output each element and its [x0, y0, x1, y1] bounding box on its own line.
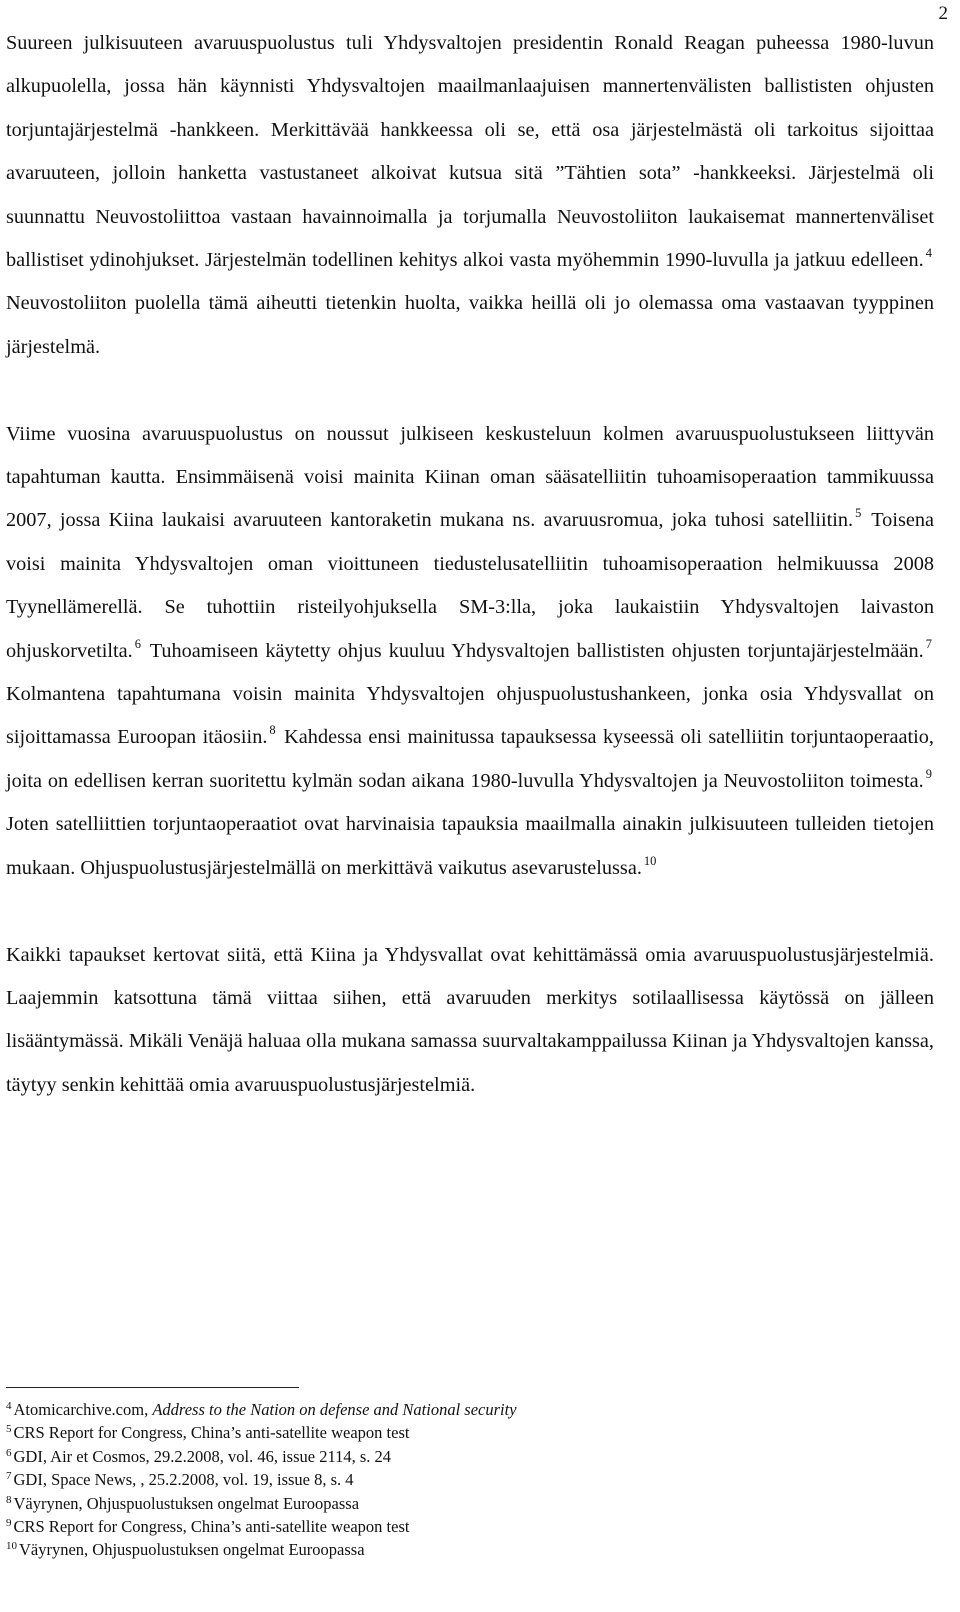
footnote-number: 9 [6, 1517, 12, 1530]
footnote-reference[interactable]: 8 [269, 723, 276, 738]
paragraph-text: Kaikki tapaukset kertovat siitä, että Kiina ja Yhdysvallat ovat kehittämässä omia avaruuspuolustusjärjestelmiä. Laajemmin katsottuna tämä viittaa siihen, että avaruuden merkitys sotilaallisessa käytössä on jälleen lisääntymässä. Mikäli Venäjä haluaa olla mukana samassa suurvaltakamppailussa Kiinan ja Yhdysvaltojen kanssa, täytyy senkin kehittää omia avaruuspuolustusjärjestelmiä. [6, 943, 934, 1096]
paragraph [6, 413, 934, 890]
footnote [6, 1515, 934, 1538]
footnote-text: CRS Report for Congress, China’s anti-satellite weapon test [13, 1517, 410, 1537]
footnote [6, 1421, 934, 1444]
paragraph-text: Neuvostoliiton puolella tämä aiheutti tietenkin huolta, vaikka heillä oli jo olemassa oma vastaavan tyyppinen järjestelmä. [6, 292, 934, 358]
paragraph [6, 22, 934, 369]
footnote-text: GDI, Space News, , 25.2.2008, vol. 19, issue 8, s. 4 [13, 1470, 354, 1490]
footnote [6, 1445, 934, 1468]
footnote-text: Atomicarchive.com, [13, 1400, 153, 1419]
footnote-reference[interactable]: 7 [925, 636, 932, 651]
footnote-number: 5 [6, 1423, 12, 1436]
footnote-title: Address to the Nation on defense and National security [152, 1400, 517, 1419]
footnote-reference[interactable]: 4 [925, 246, 932, 261]
paragraph-text: Viime vuosina avaruuspuolustus on noussut julkiseen keskusteluun kolmen avaruuspuolustukseen liittyvän tapahtuman kautta. Ensimmäisenä voisi mainita Kiinan oman sääsatelliitin tuhoamisoperaation tammikuussa 2007, jossa Kiina laukaisi avaruuteen kantoraketin mukana ns. avaruusromua, joka tuhosi satelliitin. [6, 422, 934, 532]
page-number: 2 [938, 3, 948, 24]
paragraph-text: Tuhoamiseen käytetty ohjus kuuluu Yhdysvaltojen ballististen ohjusten torjuntajärjestelmään. [143, 639, 924, 662]
footnotes [6, 1398, 934, 1562]
paragraph-text: Kahdessa ensi mainitussa tapauksessa kyseessä oli satelliitin torjuntaoperaatio, joita on edellisen kerran suoritettu kylmän sodan aikana 1980-luvulla Yhdysvaltojen ja Neuvostoliiton toimesta. [6, 726, 934, 792]
footnote-text: GDI, Air et Cosmos, 29.2.2008, vol. 46, issue 2114, s. 24 [13, 1446, 392, 1466]
footnote-reference[interactable]: 9 [925, 766, 932, 781]
footnote [6, 1398, 934, 1421]
footnote-number: 6 [6, 1446, 12, 1459]
footnote-reference[interactable]: 5 [855, 506, 862, 521]
footnote [6, 1538, 934, 1561]
footnote-separator [6, 1387, 299, 1388]
footnote-reference[interactable]: 6 [134, 636, 141, 651]
paragraph-text: Joten satelliittien torjuntaoperaatiot ovat harvinaisia tapauksia maailmalla ainakin julkisuuteen tulleiden tietojen mukaan. Ohjuspuolustusjärjestelmällä on merkittävä vaikutus asevarustelussa. [6, 813, 934, 879]
footnote-text: Väyrynen, Ohjuspuolustuksen ongelmat Euroopassa [13, 1493, 360, 1513]
footnote-text: Väyrynen, Ohjuspuolustuksen ongelmat Euroopassa [19, 1540, 365, 1560]
body-text [6, 22, 934, 1107]
paragraph-text: Suureen julkisuuteen avaruuspuolustus tuli Yhdysvaltojen presidentin Ronald Reagan puheessa 1980-luvun alkupuolella, jossa hän käynnisti Yhdysvaltojen maailmanlaajuisen mannertenvälisten ballististen ohjusten torjuntajärjestelmä -hankkeen. Merkittävää hankkeessa oli se, että osa järjestelmästä oli tarkoitus sijoittaa avaruuteen, jolloin hanketta vastustaneet alkoivat kutsua sitä ”Tähtien sota” -hankkeeksi. Järjestelmä oli suunnattu Neuvostoliittoa vastaan havainnoimalla ja torjumalla Neuvostoliiton laukaisemat mannertenväliset ballistiset ydinohjukset. Järjestelmän todellinen kehitys alkoi vasta myöhemmin 1990-luvulla ja jatkuu edelleen. [6, 32, 934, 272]
footnote-text: CRS Report for Congress, China’s anti-satellite weapon test [13, 1423, 410, 1443]
footnote [6, 1492, 934, 1515]
footnote-number: 8 [6, 1493, 12, 1506]
paragraph [6, 934, 934, 1108]
footnote-number: 10 [6, 1540, 17, 1553]
paragraph-text: Kolmantena tapahtumana voisin mainita Yhdysvaltojen ohjuspuolustushankeen, jonka osia Yhdysvallat on sijoittamassa Euroopan itäosiin. [6, 683, 934, 749]
footnote-number: 7 [6, 1470, 12, 1483]
footnote-number: 4 [6, 1400, 12, 1412]
footnote-reference[interactable]: 10 [643, 853, 657, 868]
footnote [6, 1468, 934, 1491]
paragraph-text: Toisena voisi mainita Yhdysvaltojen oman vioittuneen tiedustelusatelliitin tuhoamisoperaation helmikuussa 2008 Tyynellämerellä. Se tuhottiin risteilyohjuksella SM-3:lla, joka laukaistiin Yhdysvaltojen laivaston ohjuskorvetilta. [6, 509, 934, 662]
